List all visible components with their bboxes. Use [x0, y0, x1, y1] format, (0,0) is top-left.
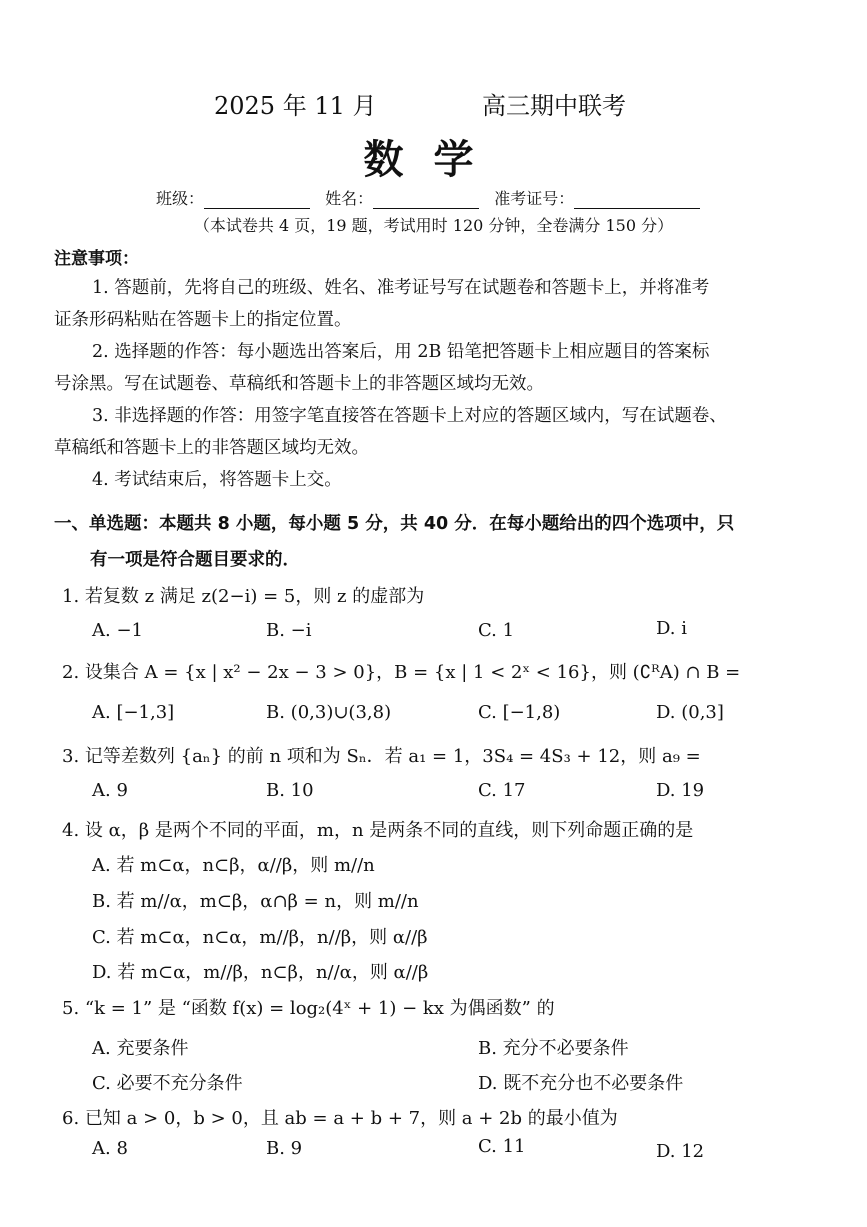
question-6-option-a: A. 8 [92, 1138, 128, 1159]
question-5-option-a: A. 充要条件 [92, 1038, 189, 1059]
class-label: 班级： [156, 189, 205, 208]
question-1-stem: 1. 若复数 z 满足 z(2−i) = 5，则 z 的虚部为 [62, 586, 425, 607]
question-2-option-d: D. (0,3] [656, 702, 724, 723]
question-4-option-d: D. 若 m⊂α，m//β，n⊂β，n//α，则 α//β [92, 962, 429, 983]
question-5-stem: 5. “k = 1” 是 “函数 f(x) = log₂(4ˣ + 1) − kx 为偶函数” 的 [62, 998, 555, 1019]
notice-item-2-line2: 号涂黑。写在试题卷、草稿纸和答题卡上的非答题区域均无效。 [54, 374, 544, 394]
question-4-option-b: B. 若 m//α，m⊂β，α∩β = n，则 m//n [92, 891, 419, 912]
question-3-option-b: B. 10 [266, 780, 314, 801]
question-3-option-c: C. 17 [478, 780, 526, 801]
exam-name: 高三期中联考 [482, 92, 626, 120]
section1-heading-line1: 一、单选题：本题共 8 小题，每小题 5 分，共 40 分．在每小题给出的四个选项中，只 [54, 514, 735, 534]
question-5-option-d: D. 既不充分也不必要条件 [478, 1073, 684, 1094]
question-3-stem: 3. 记等差数列 {aₙ} 的前 n 项和为 Sₙ．若 a₁ = 1，3S₄ = 4S₃ + 12，则 a₉ = [62, 746, 701, 767]
question-2-option-c: C. [−1,8) [478, 702, 561, 723]
question-1-option-a: A. −1 [92, 620, 143, 641]
question-6-option-b: B. 9 [266, 1138, 303, 1159]
notice-title: 注意事项： [54, 249, 139, 269]
question-3-option-d: D. 19 [656, 780, 705, 801]
notice-item-1-line2: 证条形码粘贴在答题卡上的指定位置。 [54, 310, 352, 330]
section1-heading-line2: 有一项是符合题目要求的． [90, 550, 300, 570]
notice-item-3-line2: 草稿纸和答题卡上的非答题区域均无效。 [54, 438, 369, 458]
question-5-option-b: B. 充分不必要条件 [478, 1038, 629, 1059]
name-label: 姓名： [325, 189, 374, 208]
question-6-option-d: D. 12 [656, 1141, 705, 1162]
subject-title: 数学 [363, 137, 504, 183]
question-4-option-c: C. 若 m⊂α，n⊂α，m//β，n//β，则 α//β [92, 927, 428, 948]
question-2-option-a: A. [−1,3] [92, 702, 175, 723]
question-6-stem: 6. 已知 a > 0，b > 0，且 ab = a + b + 7，则 a + 2b 的最小值为 [62, 1108, 618, 1129]
student-info-row [156, 186, 700, 209]
question-5-option-c: C. 必要不充分条件 [92, 1073, 243, 1094]
notice-item-4: 4. 考试结束后，将答题卡上交。 [92, 470, 342, 490]
notice-item-3-line1: 3. 非选择题的作答：用签字笔直接答在答题卡上对应的答题区域内，写在试题卷、 [92, 406, 727, 426]
exam-note: （本试卷共 4 页，19 题，考试用时 120 分钟，全卷满分 150 分） [193, 216, 674, 235]
exam-date: 2025 年 11 月 [214, 92, 377, 120]
notice-item-1-line1: 1. 答题前，先将自己的班级、姓名、准考证号写在试题卷和答题卡上，并将准考 [92, 278, 710, 298]
id-label: 准考证号： [494, 189, 575, 208]
question-3-option-a: A. 9 [92, 780, 128, 801]
name-blank [373, 192, 479, 209]
notice-item-2-line1: 2. 选择题的作答：每小题选出答案后，用 2B 铅笔把答题卡上相应题目的答案标 [92, 342, 710, 362]
question-1-option-c: C. 1 [478, 620, 515, 641]
question-1-option-d: D. i [656, 618, 687, 639]
class-blank [204, 192, 310, 209]
question-1-option-b: B. −i [266, 620, 312, 641]
question-2-option-b: B. (0,3)∪(3,8) [266, 702, 392, 723]
question-4-option-a: A. 若 m⊂α，n⊂β，α//β，则 m//n [92, 855, 375, 876]
question-2-stem: 2. 设集合 A = {x | x² − 2x − 3 > 0}，B = {x | 1 < 2ˣ < 16}，则 (∁ᴿA) ∩ B = [62, 662, 741, 683]
question-6-option-c: C. 11 [478, 1136, 526, 1157]
id-blank [574, 192, 700, 209]
question-4-stem: 4. 设 α，β 是两个不同的平面，m，n 是两条不同的直线，则下列命题正确的是 [62, 820, 694, 841]
